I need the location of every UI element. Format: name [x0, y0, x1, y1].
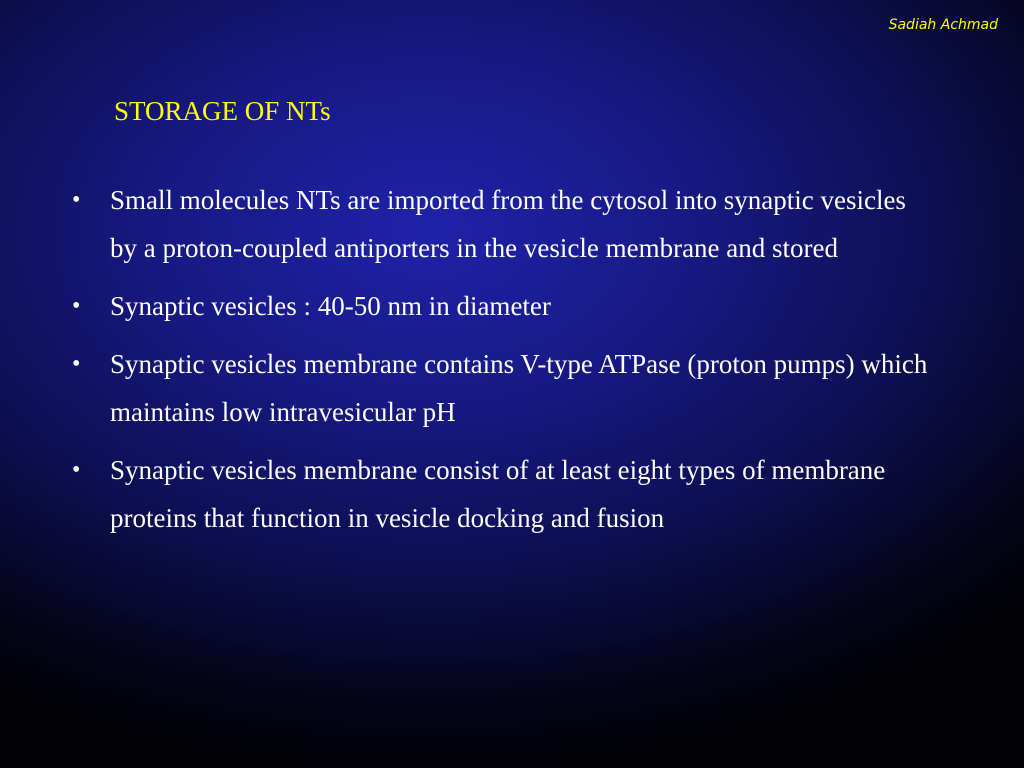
bullet-icon: • [72, 187, 81, 213]
bullet-icon: • [72, 293, 81, 319]
bullet-item [72, 340, 932, 436]
bullet-icon: • [72, 457, 81, 483]
bullet-text: Small molecules NTs are imported from the cytosol into synaptic vesicles by a proton-coupled antiporters in the vesicle membrane and stored [110, 185, 906, 263]
bullet-item [72, 176, 932, 272]
bullet-icon: • [72, 351, 81, 377]
bullet-list [72, 176, 932, 552]
bullet-item [72, 282, 932, 330]
bullet-text: Synaptic vesicles membrane contains V-type ATPase (proton pumps) which maintains low intravesicular pH [110, 349, 928, 427]
author-label: Sadiah Achmad [888, 17, 998, 33]
slide-title: STORAGE OF NTs [114, 96, 331, 126]
bullet-text: Synaptic vesicles : 40-50 nm in diameter [110, 291, 551, 321]
bullet-item [72, 446, 932, 542]
bullet-text: Synaptic vesicles membrane consist of at least eight types of membrane proteins that function in vesicle docking and fusion [110, 455, 886, 533]
